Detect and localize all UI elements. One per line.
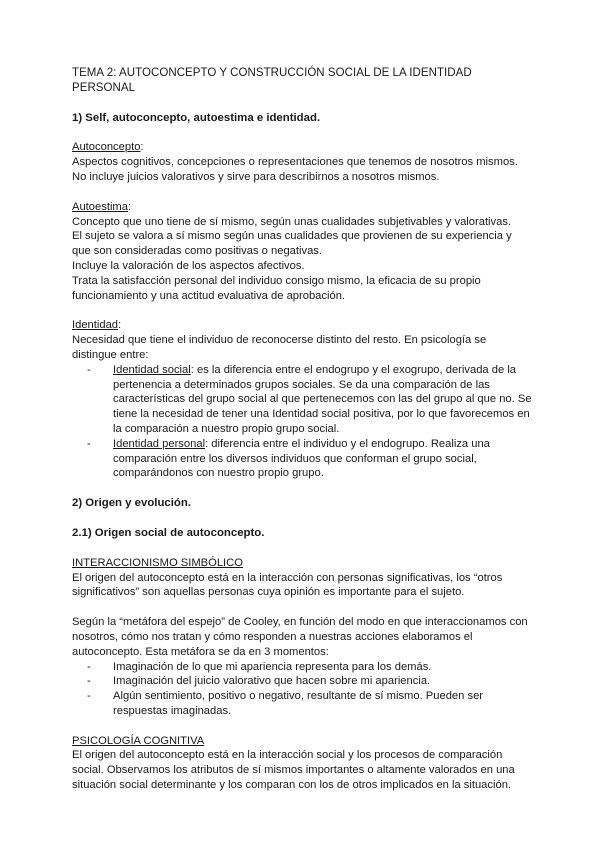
interaccionismo-text: El origen del autoconcepto está en la interacción con personas significativas, los “otros significativos” son aquellas personas cuya opinión es importante para el sujeto. <box>72 571 503 599</box>
autoestima-line: Concepto que uno tiene de sí mismo, según unas cualidades subjetivables y valorativas. <box>72 215 512 228</box>
list-item: - Identidad personal: diferencia entre el individuo y el endogrupo. Realiza una comparación entre los diversos individuos que conforman el grupo social, comparándonos con nuestro propio grupo. <box>87 437 490 480</box>
list-item: - Algún sentimiento, positivo o negativo, resultante de sí mismo. Pueden ser respuestas imaginadas. <box>87 690 484 717</box>
cooley-list <box>72 660 532 719</box>
section-1-heading: 1) Self, autoconcepto, autoestima e identidad. <box>72 111 321 124</box>
autoestima-line: Trata la satisfacción personal del individuo consigo mismo, la eficacia de su propio funcionamiento y una actitud evaluativa de aprobación. <box>72 274 481 302</box>
cognitiva-label: PSICOLOGÍA COGNITIVA <box>72 734 205 747</box>
identidad-intro: Necesidad que tiene el individuo de reconocerse distinto del resto. En psicología se distingue entre: <box>72 334 487 361</box>
cooley-intro: Según la “metáfora del espejo” de Cooley, en función del modo en que interaccionamos con nosotros, cómo nos tratan y cómo responden a nuestras acciones elaboramos el autoconcepto. Esta metáfora se da en 3 momentos: <box>72 616 528 658</box>
autoestima-label: Autoestima: <box>72 200 132 213</box>
document-title: TEMA 2: AUTOCONCEPTO Y CONSTRUCCIÓN SOCIAL DE LA IDENTIDAD PERSONAL <box>72 67 472 94</box>
identidad-list <box>72 363 532 481</box>
identidad-label: Identidad: <box>72 319 122 332</box>
section-2-heading: 2) Origen y evolución. <box>72 497 191 510</box>
autoconcepto-label: Autoconcepto: <box>72 141 144 154</box>
autoconcepto-line: No incluye juicios valorativos y sirve para describirnos a nosotros mismos. <box>72 170 440 183</box>
list-item: - Imaginación de lo que mi apariencia representa para los demás. <box>87 660 432 673</box>
cognitiva-text: El origen del autoconcepto está en la interacción social y los procesos de comparación social. Observamos los atributos de sí mismos importantes o altamente valorados en una situación social determinante y los comparan con los de otros implicados en la situación. <box>72 749 515 792</box>
section-2-1-heading: 2.1) Origen social de autoconcepto. <box>72 526 265 539</box>
identidad-personal-term: Identidad personal <box>113 437 206 450</box>
list-item: - Identidad social: es la diferencia entre el endogrupo y el exogrupo, derivada de la pertenencia a determinados grupos sociales. Se da una comparación de las características del grupo social al que pertenecemos con las del grupo al que no. Se tiene la necesidad de tener una Identidad social positiva, por lo que favorecemos en la comparación a nuestro propio grupo social. <box>87 363 532 435</box>
autoestima-line: Incluye la valoración de los aspectos afectivos. <box>72 259 305 272</box>
list-item: - Imaginación del juicio valorativo que hacen sobre mi apariencia. <box>87 675 431 688</box>
autoestima-line: El sujeto se valora a sí mismo según unas cualidades que provienen de su experiencia y que son consideradas como positivas o negativas. <box>72 230 512 258</box>
autoconcepto-line: Aspectos cognitivos, concepciones o representaciones que tenemos de nosotros mismos. <box>72 156 518 169</box>
identidad-social-term: Identidad social <box>113 363 191 376</box>
interaccionismo-label: INTERACCIONISMO SIMBÓLICO <box>72 556 243 569</box>
document-page <box>72 66 532 793</box>
